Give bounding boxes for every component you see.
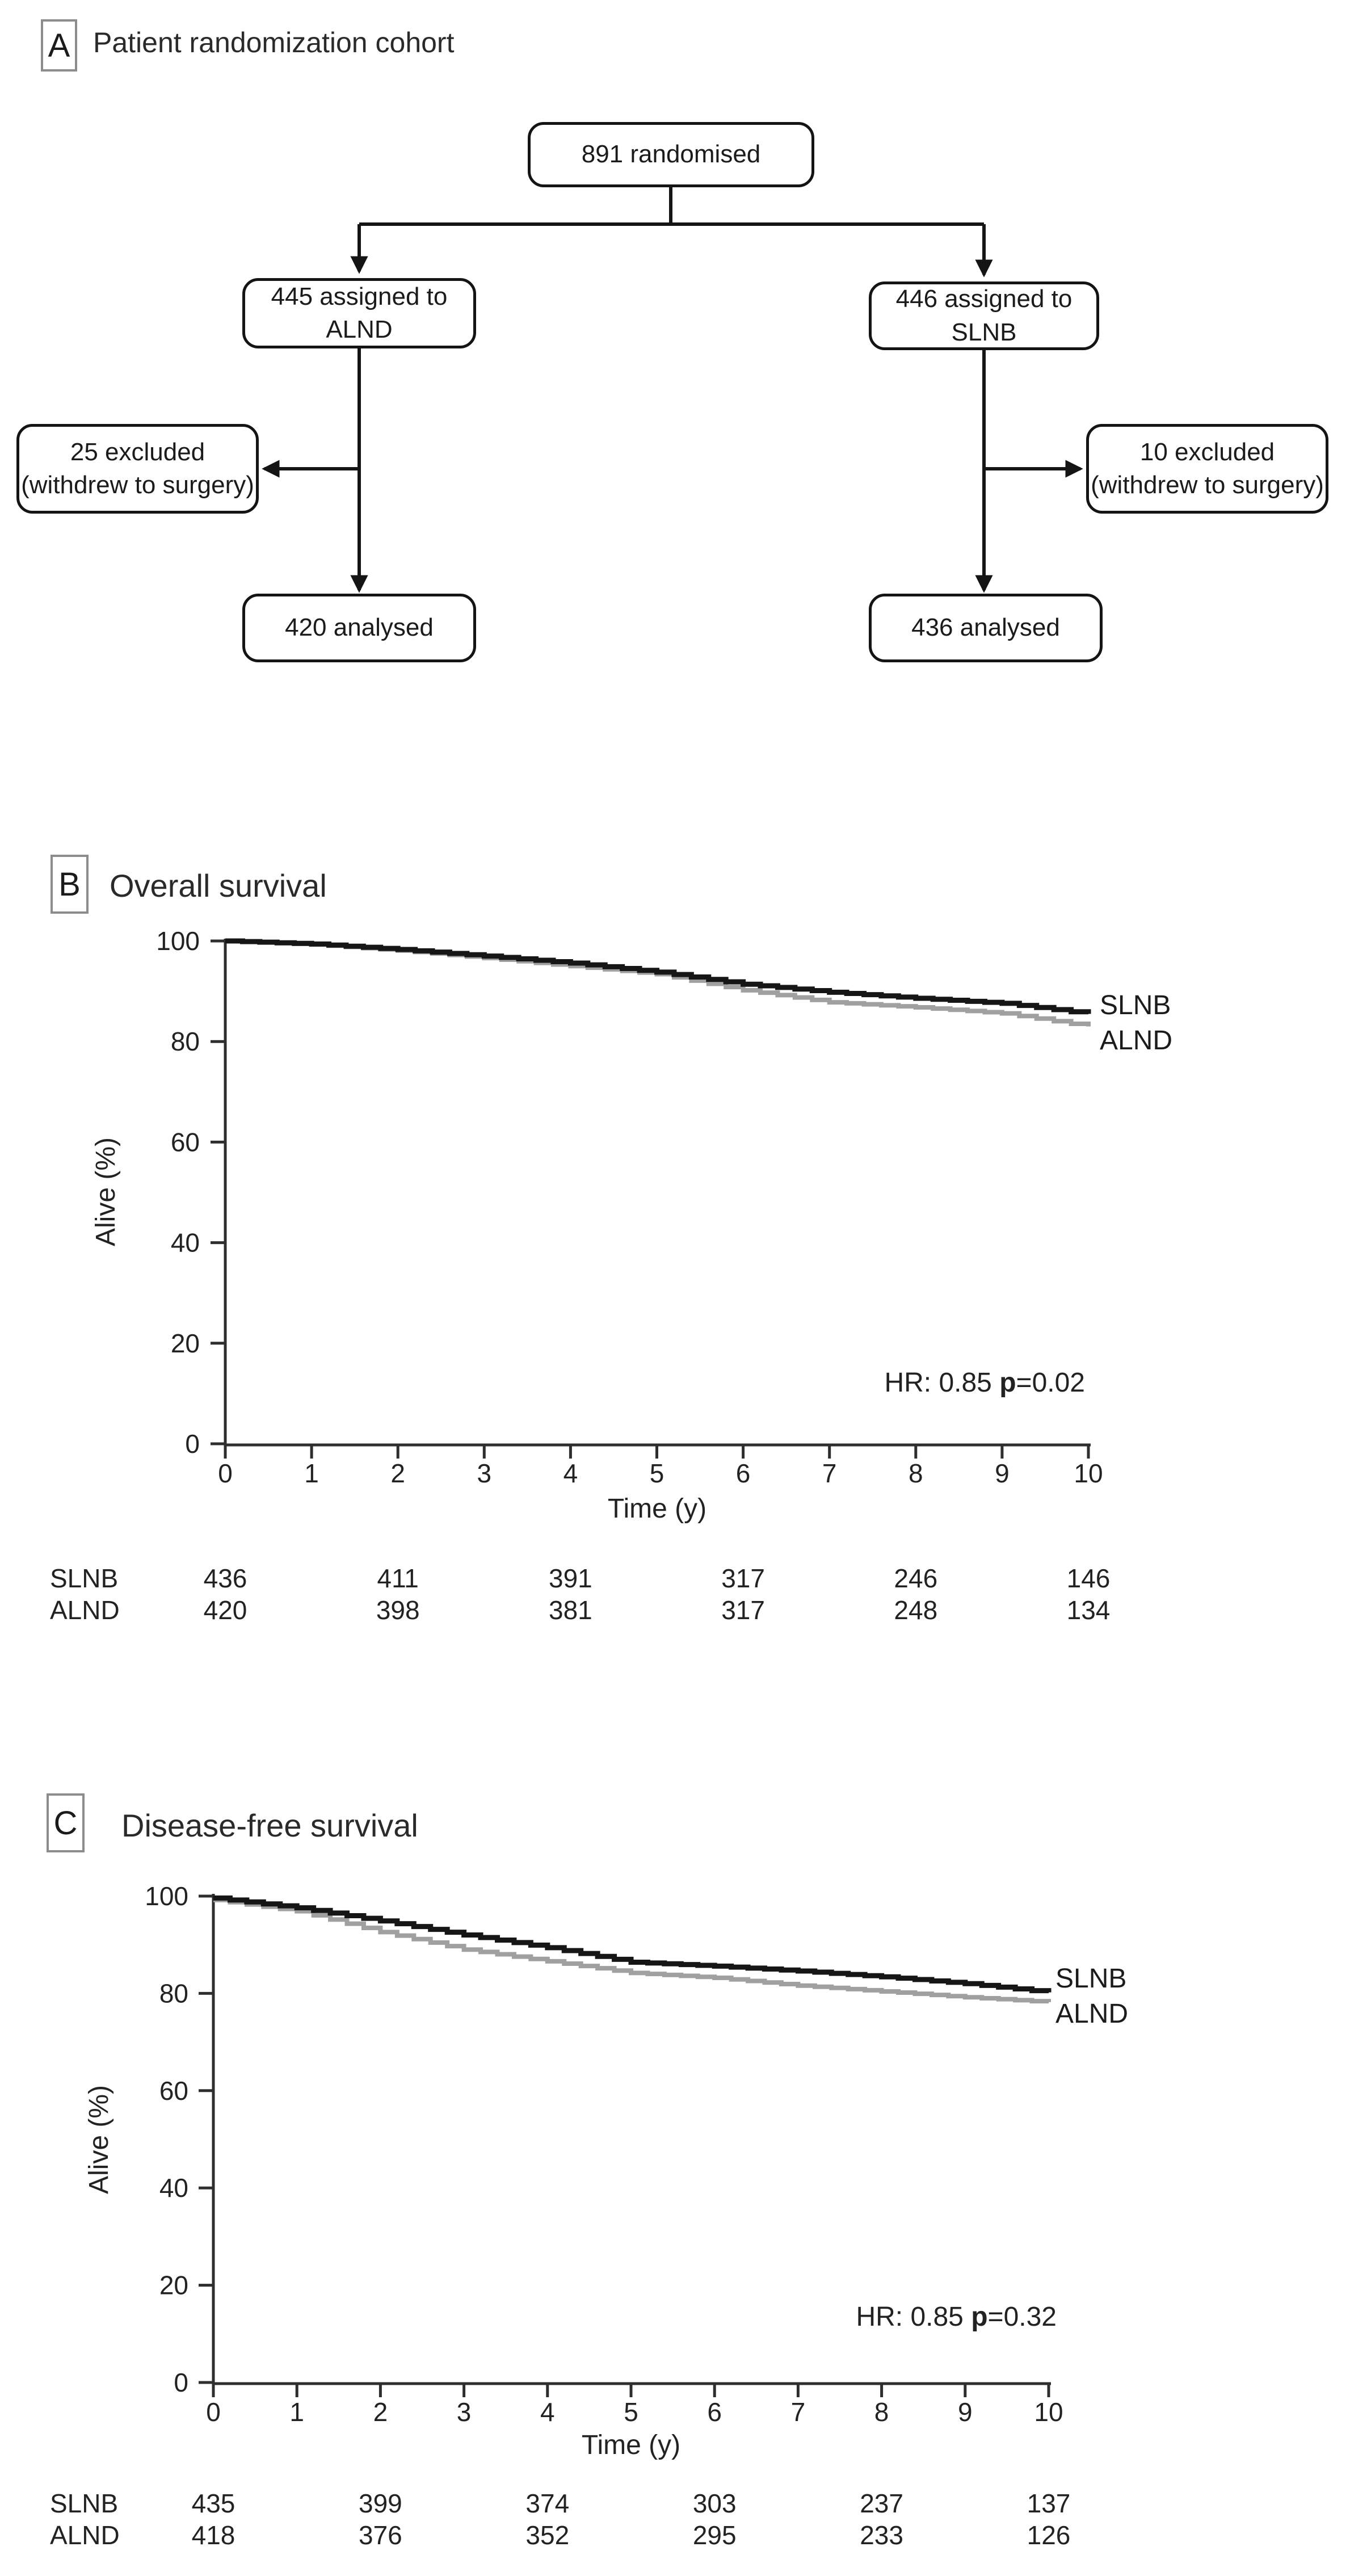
y-tick-label: 80: [159, 1978, 188, 2008]
x-tick-label: 2: [390, 1459, 405, 1488]
panel-c-title: Disease-free survival: [121, 1808, 418, 1843]
overall-survival-chart: [0, 908, 1350, 1544]
risk-count-slnb-y2: 411: [377, 1564, 419, 1593]
curve-label-slnb: SLNB: [1055, 1964, 1127, 1994]
risk-count-slnb-y4: 374: [525, 2489, 570, 2518]
risk-count-alnd-y4: 381: [549, 1595, 592, 1625]
risk-count-slnb-y2: 399: [359, 2489, 402, 2518]
flow-box-alnd-analysed-label: 420 analysed: [285, 613, 434, 642]
x-tick-label: 3: [477, 1459, 492, 1488]
x-tick-label: 2: [373, 2397, 388, 2427]
risk-count-slnb-y6: 303: [692, 2489, 737, 2518]
y-tick-label: 100: [156, 926, 200, 956]
risk-count-slnb-y4: 391: [549, 1564, 592, 1593]
x-tick-label: 4: [563, 1459, 578, 1488]
x-tick-label: 8: [909, 1459, 923, 1488]
x-tick-label: 5: [624, 2397, 638, 2427]
panel-b-title: Overall survival: [110, 868, 327, 904]
risk-count-alnd-y2: 398: [376, 1595, 420, 1625]
flow-box-alnd-assigned: [242, 278, 476, 348]
x-tick-label: 10: [1034, 2397, 1063, 2427]
flow-box-slnb-analysed: [869, 594, 1103, 662]
x-axis-title: Time (y): [581, 2430, 681, 2460]
flow-box-slnb-assigned-line1: 446 assigned to: [895, 285, 1073, 313]
risk-row-label-alnd: ALND: [50, 1595, 120, 1625]
risk-count-slnb-y6: 317: [721, 1564, 765, 1593]
curve-label-slnb: SLNB: [1100, 990, 1171, 1020]
flow-box-slnb-assigned: [869, 281, 1099, 350]
y-tick-label: 20: [159, 2270, 188, 2300]
panel-c-tag-box: [47, 1793, 85, 1852]
x-tick-label: 10: [1074, 1459, 1103, 1488]
disease-free-survival-chart: [0, 1861, 1350, 2463]
flow-box-randomised-label: 891 randomised: [581, 140, 761, 169]
risk-count-alnd-y10: 126: [1027, 2520, 1071, 2550]
y-axis-title: Alive (%): [91, 1137, 121, 1247]
panel-b-tag-box: [51, 855, 89, 914]
x-tick-label: 5: [649, 1459, 665, 1488]
panel-a-title: Patient randomization cohort: [93, 27, 455, 58]
x-axis-title: Time (y): [607, 1494, 707, 1524]
risk-count-alnd-y8: 248: [894, 1595, 938, 1625]
risk-count-alnd-y0: 420: [203, 1595, 247, 1625]
y-tick-label: 0: [185, 1429, 200, 1459]
risk-row-label-slnb: SLNB: [50, 2489, 119, 2518]
x-tick-label: 0: [206, 2397, 221, 2427]
curve-label-alnd: ALND: [1100, 1026, 1173, 1056]
risk-count-slnb-y10: 146: [1066, 1564, 1111, 1593]
risk-count-alnd-y4: 352: [525, 2520, 570, 2550]
risk-count-slnb-y10: 137: [1027, 2489, 1071, 2518]
y-tick-label: 60: [159, 2075, 188, 2106]
flow-box-slnb-excluded: [1086, 424, 1328, 514]
x-tick-label: 6: [735, 1459, 751, 1488]
km-curve-alnd: [225, 941, 1088, 1027]
km-curve-slnb: [225, 941, 1088, 1014]
flow-box-alnd-analysed: [242, 594, 476, 662]
x-tick-label: 7: [790, 2397, 806, 2427]
risk-count-alnd-y2: 376: [359, 2520, 402, 2550]
x-tick-label: 9: [995, 1459, 1010, 1488]
flow-box-slnb-excluded-line1: 10 excluded: [1139, 438, 1275, 466]
x-tick-label: 4: [540, 2397, 555, 2427]
risk-count-alnd-y8: 233: [860, 2520, 903, 2550]
y-tick-label: 40: [170, 1228, 200, 1258]
risk-row-label-alnd: ALND: [50, 2520, 120, 2550]
y-tick-label: 20: [170, 1328, 200, 1358]
risk-count-alnd-y10: 134: [1066, 1595, 1111, 1625]
x-tick-label: 1: [289, 2397, 304, 2427]
y-tick-label: 100: [145, 1881, 188, 1911]
x-tick-label: 9: [958, 2397, 973, 2427]
y-tick-label: 0: [174, 2368, 188, 2397]
risk-count-slnb-y8: 237: [860, 2489, 903, 2518]
flow-box-alnd-assigned-line1: 445 assigned to: [271, 282, 448, 310]
flow-box-slnb-analysed-label: 436 analysed: [911, 613, 1060, 642]
risk-count-slnb-y8: 246: [894, 1564, 938, 1593]
x-tick-label: 8: [874, 2397, 889, 2427]
km-curve-slnb: [213, 1898, 1049, 1992]
flow-box-slnb-excluded-line2: (withdrew to surgery): [1091, 471, 1324, 499]
flow-box-alnd-assigned-line2: ALND: [326, 316, 393, 343]
flow-box-randomised: [528, 122, 814, 187]
hr-annotation: HR: 0.85 p=0.02: [884, 1368, 1085, 1398]
x-tick-label: 7: [822, 1459, 837, 1488]
flow-box-alnd-excluded-line1: 25 excluded: [70, 438, 205, 466]
y-tick-label: 40: [159, 2173, 188, 2203]
x-tick-label: 0: [218, 1459, 233, 1488]
risk-count-alnd-y6: 317: [721, 1595, 765, 1625]
x-tick-label: 6: [707, 2397, 722, 2427]
panel-b-tag-letter: B: [58, 865, 81, 903]
panel-a-tag-letter: A: [48, 27, 70, 64]
risk-count-slnb-y0: 436: [203, 1564, 247, 1593]
flow-box-alnd-excluded: [16, 424, 259, 514]
x-tick-label: 3: [456, 2397, 472, 2427]
panel-c-tag-letter: C: [53, 1804, 78, 1842]
curve-label-alnd: ALND: [1055, 1999, 1129, 2029]
hr-annotation: HR: 0.85 p=0.32: [856, 2302, 1057, 2332]
flowchart-connectors: [0, 0, 1350, 795]
risk-count-slnb-y0: 435: [191, 2489, 235, 2518]
flow-box-alnd-excluded-line2: (withdrew to surgery): [21, 471, 254, 499]
flow-box-slnb-assigned-line2: SLNB: [951, 318, 1017, 346]
risk-count-alnd-y6: 295: [692, 2520, 737, 2550]
x-tick-label: 1: [304, 1459, 319, 1488]
y-tick-label: 80: [170, 1027, 200, 1057]
y-axis-title: Alive (%): [84, 2085, 114, 2195]
y-tick-label: 60: [170, 1127, 200, 1157]
risk-count-alnd-y0: 418: [191, 2520, 235, 2550]
risk-row-label-slnb: SLNB: [50, 1564, 119, 1593]
